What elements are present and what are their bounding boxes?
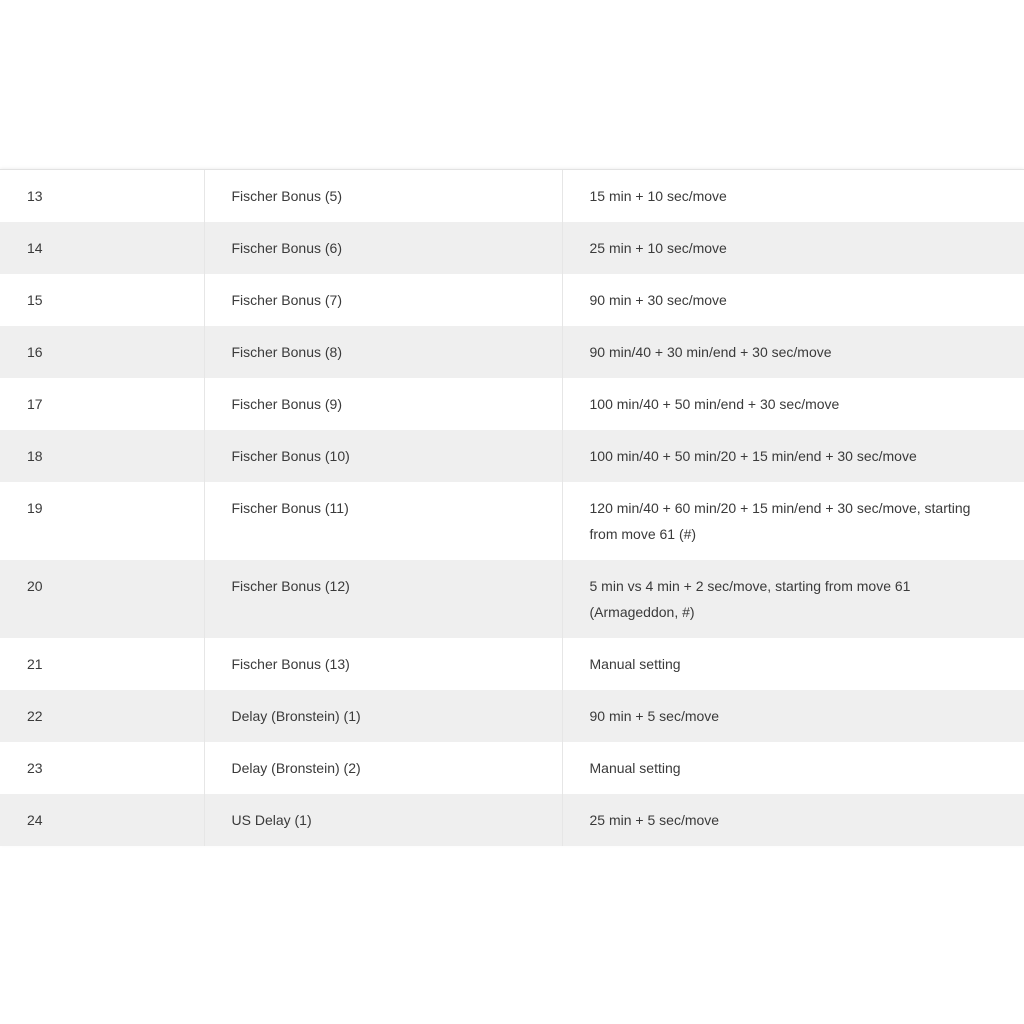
table-row bbox=[0, 274, 1024, 326]
time-setting: Manual setting bbox=[562, 638, 1024, 690]
table-row bbox=[0, 326, 1024, 378]
row-number: 20 bbox=[27, 578, 43, 594]
table-row bbox=[0, 430, 1024, 482]
time-setting: 120 min/40 + 60 min/20 + 15 min/end + 30 sec/move, starting from move 61 (#) bbox=[562, 482, 1024, 560]
timer-mode: Fischer Bonus (12) bbox=[204, 560, 562, 638]
timer-mode: Fischer Bonus (6) bbox=[204, 222, 562, 274]
time-setting: 15 min + 10 sec/move bbox=[562, 170, 1024, 222]
table-row bbox=[0, 638, 1024, 690]
timer-mode: Fischer Bonus (9) bbox=[204, 378, 562, 430]
time-setting: 90 min + 30 sec/move bbox=[562, 274, 1024, 326]
table-row bbox=[0, 222, 1024, 274]
table-row bbox=[0, 794, 1024, 846]
timer-mode: Fischer Bonus (13) bbox=[204, 638, 562, 690]
timer-mode: Delay (Bronstein) (1) bbox=[204, 690, 562, 742]
table-row bbox=[0, 378, 1024, 430]
row-number: 14 bbox=[27, 240, 43, 256]
timer-mode: Fischer Bonus (11) bbox=[204, 482, 562, 560]
time-setting: 100 min/40 + 50 min/20 + 15 min/end + 30 sec/move bbox=[562, 430, 1024, 482]
time-setting: 25 min + 10 sec/move bbox=[562, 222, 1024, 274]
time-setting: 90 min + 5 sec/move bbox=[562, 690, 1024, 742]
timer-mode: US Delay (1) bbox=[204, 794, 562, 846]
timer-mode: Fischer Bonus (7) bbox=[204, 274, 562, 326]
row-number: 16 bbox=[27, 344, 43, 360]
row-number: 15 bbox=[27, 292, 43, 308]
time-setting: 25 min + 5 sec/move bbox=[562, 794, 1024, 846]
settings-table bbox=[0, 170, 1024, 846]
timer-mode: Fischer Bonus (5) bbox=[204, 170, 562, 222]
timer-mode: Delay (Bronstein) (2) bbox=[204, 742, 562, 794]
row-number: 24 bbox=[27, 812, 43, 828]
time-setting: 5 min vs 4 min + 2 sec/move, starting from move 61 (Armageddon, #) bbox=[562, 560, 1024, 638]
table-row bbox=[0, 560, 1024, 638]
row-number: 18 bbox=[27, 448, 43, 464]
table-row bbox=[0, 482, 1024, 560]
table-row bbox=[0, 170, 1024, 222]
table-row bbox=[0, 742, 1024, 794]
row-number: 17 bbox=[27, 396, 43, 412]
time-setting: 100 min/40 + 50 min/end + 30 sec/move bbox=[562, 378, 1024, 430]
table-row bbox=[0, 690, 1024, 742]
row-number: 21 bbox=[27, 656, 43, 672]
timer-mode: Fischer Bonus (10) bbox=[204, 430, 562, 482]
time-setting: 90 min/40 + 30 min/end + 30 sec/move bbox=[562, 326, 1024, 378]
row-number: 19 bbox=[27, 500, 43, 516]
row-number: 23 bbox=[27, 760, 43, 776]
timer-settings-table bbox=[0, 169, 1024, 846]
row-number: 22 bbox=[27, 708, 43, 724]
timer-mode: Fischer Bonus (8) bbox=[204, 326, 562, 378]
time-setting: Manual setting bbox=[562, 742, 1024, 794]
row-number: 13 bbox=[27, 188, 43, 204]
